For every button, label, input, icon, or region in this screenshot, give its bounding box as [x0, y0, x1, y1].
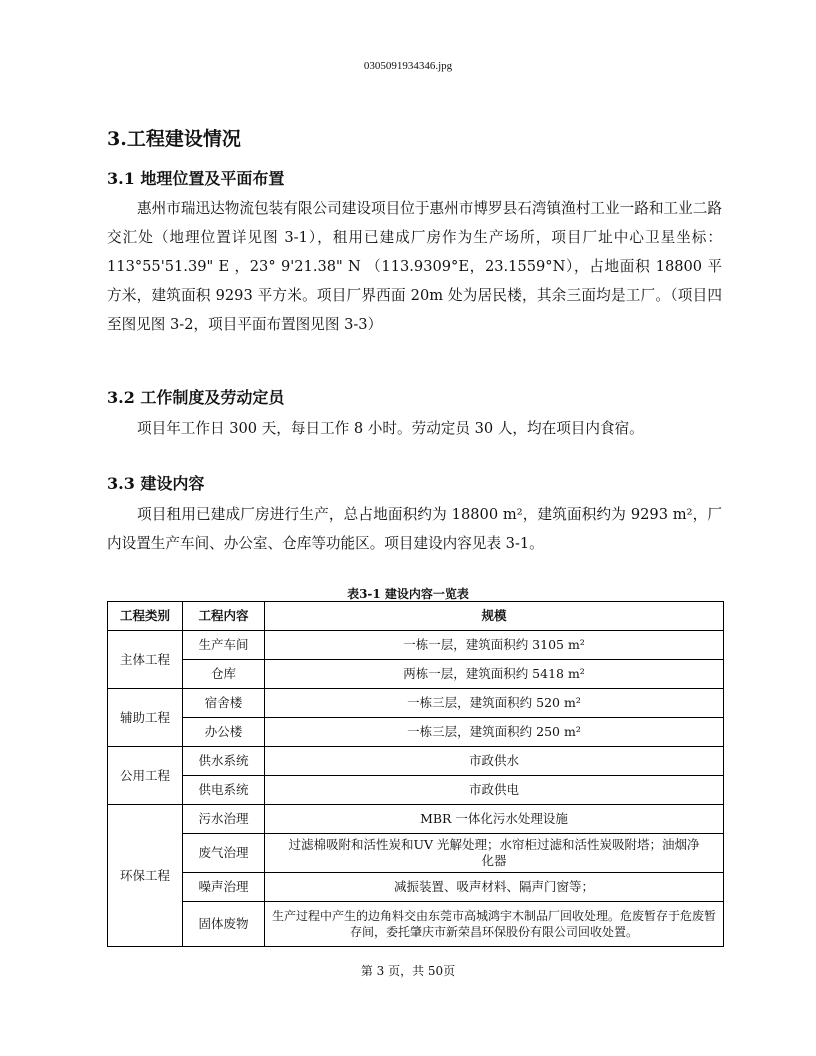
table-row [108, 805, 724, 834]
scale-cell: 两栋一层，建筑面积约 5418 m² [265, 660, 724, 689]
item-cell: 污水治理 [183, 805, 265, 834]
header-category: 工程类别 [108, 602, 183, 631]
table-caption: 表3-1 建设内容一览表 [347, 587, 469, 601]
scale-cell: 生产过程中产生的边角料交由东莞市高城鸿宇木制品厂回收处理。危废暂存于危废暂存间，委托肇庆市新荣昌环保股份有限公司回收处置。 [265, 902, 724, 947]
item-cell: 固体废物 [183, 902, 265, 947]
item-cell: 供水系统 [183, 747, 265, 776]
item-cell: 供电系统 [183, 776, 265, 805]
item-cell: 废气治理 [183, 834, 265, 873]
table-row [108, 718, 724, 747]
scale-cell: 市政供水 [265, 747, 724, 776]
scale-cell: 一栋三层，建筑面积约 250 m² [265, 718, 724, 747]
scale-cell: MBR 一体化污水处理设施 [265, 805, 724, 834]
table-row [108, 873, 724, 902]
subsection-title-3-1: 3.1 地理位置及平面布置 [107, 169, 285, 188]
subsection-title-3-3: 3.3 建设内容 [107, 474, 205, 493]
construction-content-table [107, 601, 724, 947]
paragraph-construction: 项目租用已建成厂房进行生产，总占地面积约为 18800 m²，建筑面积约为 9293 m²，厂内设置生产车间、办公室、仓库等功能区。项目建设内容见表 3-1。 [107, 506, 722, 552]
table-header-row [108, 602, 724, 631]
scale-cell: 减振装置、吸声材料、隔声门窗等； [265, 873, 724, 902]
header-scale: 规模 [265, 602, 724, 631]
scale-cell: 一栋三层，建筑面积约 520 m² [265, 689, 724, 718]
table-row [108, 902, 724, 947]
page-footer: 第 3 页，共 50页 [360, 964, 456, 978]
section-title: 3.工程建设情况 [107, 128, 241, 150]
category-cell: 辅助工程 [108, 689, 183, 747]
table-row [108, 834, 724, 873]
header-item: 工程内容 [183, 602, 265, 631]
item-cell: 宿舍楼 [183, 689, 265, 718]
category-cell: 主体工程 [108, 631, 183, 689]
category-cell: 公用工程 [108, 747, 183, 805]
subsection-title-3-2: 3.2 工作制度及劳动定员 [107, 388, 285, 407]
scale-cell: 一栋一层，建筑面积约 3105 m² [265, 631, 724, 660]
paragraph-location: 惠州市瑞迅达物流包装有限公司建设项目位于惠州市博罗县石湾镇渔村工业一路和工业二路交汇处（地理位置详见图 3-1），租用已建成厂房作为生产场所，项目厂址中心卫星坐标：113°55'51.39" E ，23° 9'21.38" N （113.9309°E，23.1559°N），占地面积 18800 平方米，建筑面积 9293 平方米。项目厂界西面 20m 处为居民楼，其余三面均是工厂。（项目四至图见图 3-2，项目平面布置图见图 3-3） [107, 200, 722, 333]
table-row [108, 631, 724, 660]
table-row [108, 747, 724, 776]
file-name-header: 0305091934346.jpg [363, 60, 453, 72]
scale-cell: 市政供电 [265, 776, 724, 805]
table-row [108, 689, 724, 718]
item-cell: 生产车间 [183, 631, 265, 660]
item-cell: 噪声治理 [183, 873, 265, 902]
table-row [108, 776, 724, 805]
paragraph-work-system: 项目年工作日 300 天，每日工作 8 小时。劳动定员 30 人，均在项目内食宿。 [137, 420, 644, 437]
item-cell: 办公楼 [183, 718, 265, 747]
table-row [108, 660, 724, 689]
category-cell: 环保工程 [108, 805, 183, 947]
item-cell: 仓库 [183, 660, 265, 689]
scale-cell: 过滤棉吸附和活性炭和UV 光解处理；水帘柜过滤和活性炭吸附塔；油烟净化器 [265, 834, 724, 873]
